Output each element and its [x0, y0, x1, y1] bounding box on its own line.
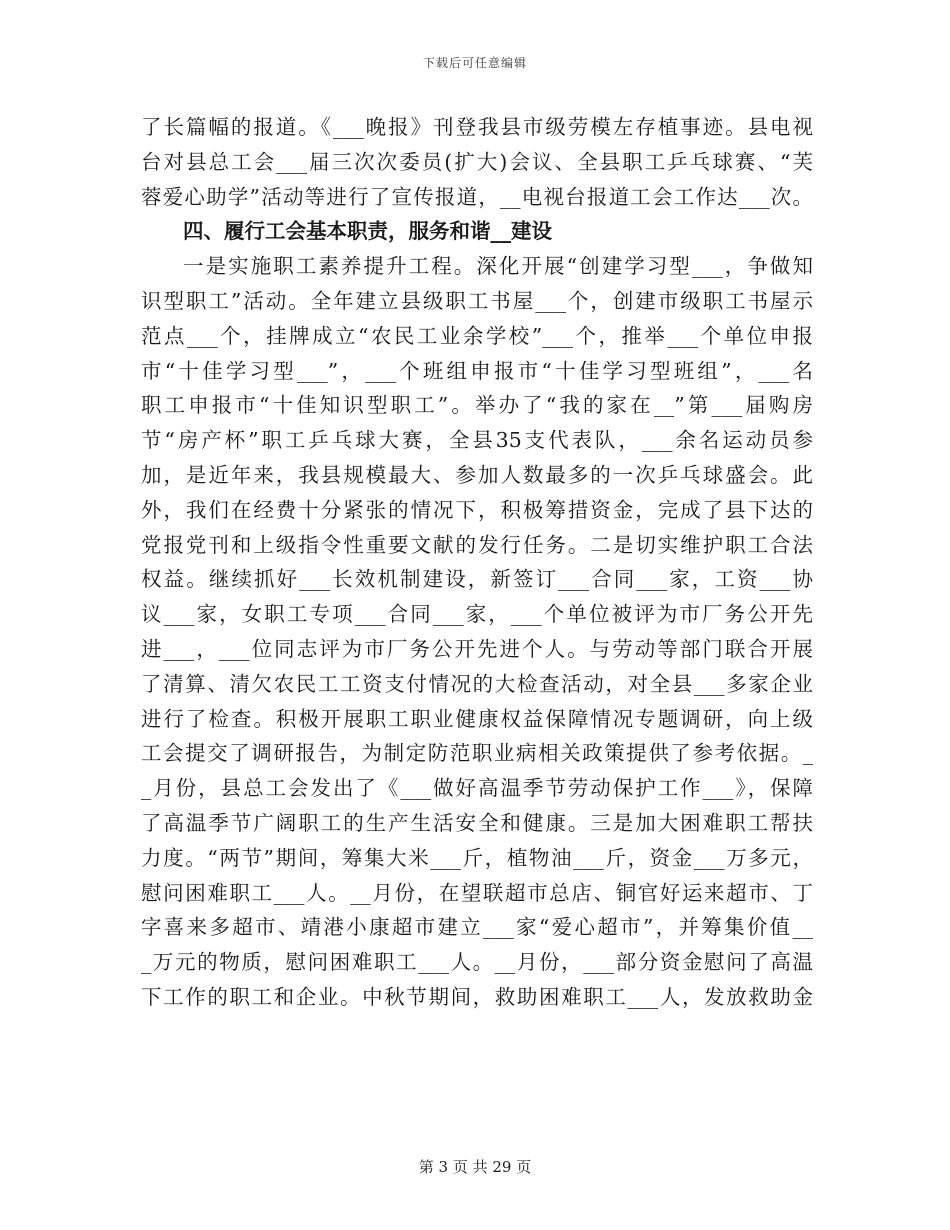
text-line: 市“十佳学习型___”，___个班组申报市“十佳学习型班组”，___名	[141, 358, 813, 383]
text-line: 权益。继续抓好___长效机制建设，新签订___合同___家，工资___协	[141, 567, 813, 592]
text-line: 外，我们在经费十分紧张的情况下，积极筹措资金，完成了县下达的	[141, 497, 813, 522]
text-line: _月份，县总工会发出了《___做好高温季节劳动保护工作___》，保障	[141, 776, 813, 801]
text-line: _万元的物质，慰问困难职工___人。__月份，___部分资金慰问了高温	[141, 950, 813, 975]
section-heading: 四、履行工会基本职责，服务和谐__建设	[183, 219, 552, 244]
text-line: 慰问困难职工___人。__月份，在望联超市总店、铜官好运来超市、丁	[141, 880, 813, 905]
text-line: 一是实施职工素养提升工程。深化开展“创建学习型___，争做知	[183, 254, 813, 279]
text-line: 蓉爱心助学”活动等进行了宣传报道，__电视台报道工会工作达___次。	[141, 184, 813, 209]
text-line: 力度。“两节”期间，筹集大米___斤，植物油___斤，资金___万多元，	[141, 845, 813, 870]
text-line: 议___家，女职工专项___合同___家，___个单位被评为市厂务公开先	[141, 602, 813, 627]
text-line: 加，是近年来，我县规模最大、参加人数最多的一次乒乓球盛会。此	[141, 462, 813, 487]
text-line: 范点___个，挂牌成立“农民工业余学校”___个，推举___个单位申报	[141, 323, 813, 348]
text-line: 职工申报市“十佳知识型职工”。举办了“我的家在__”第___届购房	[141, 393, 813, 418]
text-line: 工会提交了调研报告，为制定防范职业病相关政策提供了参考依据。_	[141, 741, 813, 766]
paragraph-continued	[141, 110, 813, 214]
text-line: 节“房产杯”职工乒乓球大赛，全县35支代表队，___余名运动员参	[141, 428, 813, 453]
text-line: 了清算、清欠农民工工资支付情况的大检查活动，对全县___多家企业	[141, 671, 813, 696]
page-number: 第 3 页 共 29 页	[418, 1158, 532, 1176]
text-line: 进行了检查。积极开展职工职业健康权益保障情况专题调研，向上级	[141, 706, 813, 731]
text-line: 了长篇幅的报道。《___晚报》刊登我县市级劳模左存植事迹。县电视	[141, 115, 813, 139]
text-line: 进___，___位同志评为市厂务公开先进个人。与劳动等部门联合开展	[141, 636, 813, 661]
page-header-note: 下载后可任意编辑	[422, 56, 527, 70]
document-body	[141, 110, 813, 1015]
text-line: 识型职工”活动。全年建立县级职工书屋___个，创建市级职工书屋示	[141, 288, 813, 313]
section-paragraph	[141, 249, 813, 1015]
text-line: 党报党刊和上级指令性重要文献的发行任务。二是切实维护职工合法	[141, 532, 813, 557]
text-line: 下工作的职工和企业。中秋节期间，救助困难职工___人，发放救助金	[141, 984, 813, 1009]
text-line: 台对县总工会___届三次次委员(扩大)会议、全县职工乒乓球赛、“芙	[141, 149, 813, 174]
text-line: 字喜来多超市、靖港小康超市建立___家“爱心超市”，并筹集价值__	[141, 915, 813, 940]
text-line: 了高温季节广阔职工的生产生活安全和健康。三是加大困难职工帮扶	[141, 810, 813, 835]
